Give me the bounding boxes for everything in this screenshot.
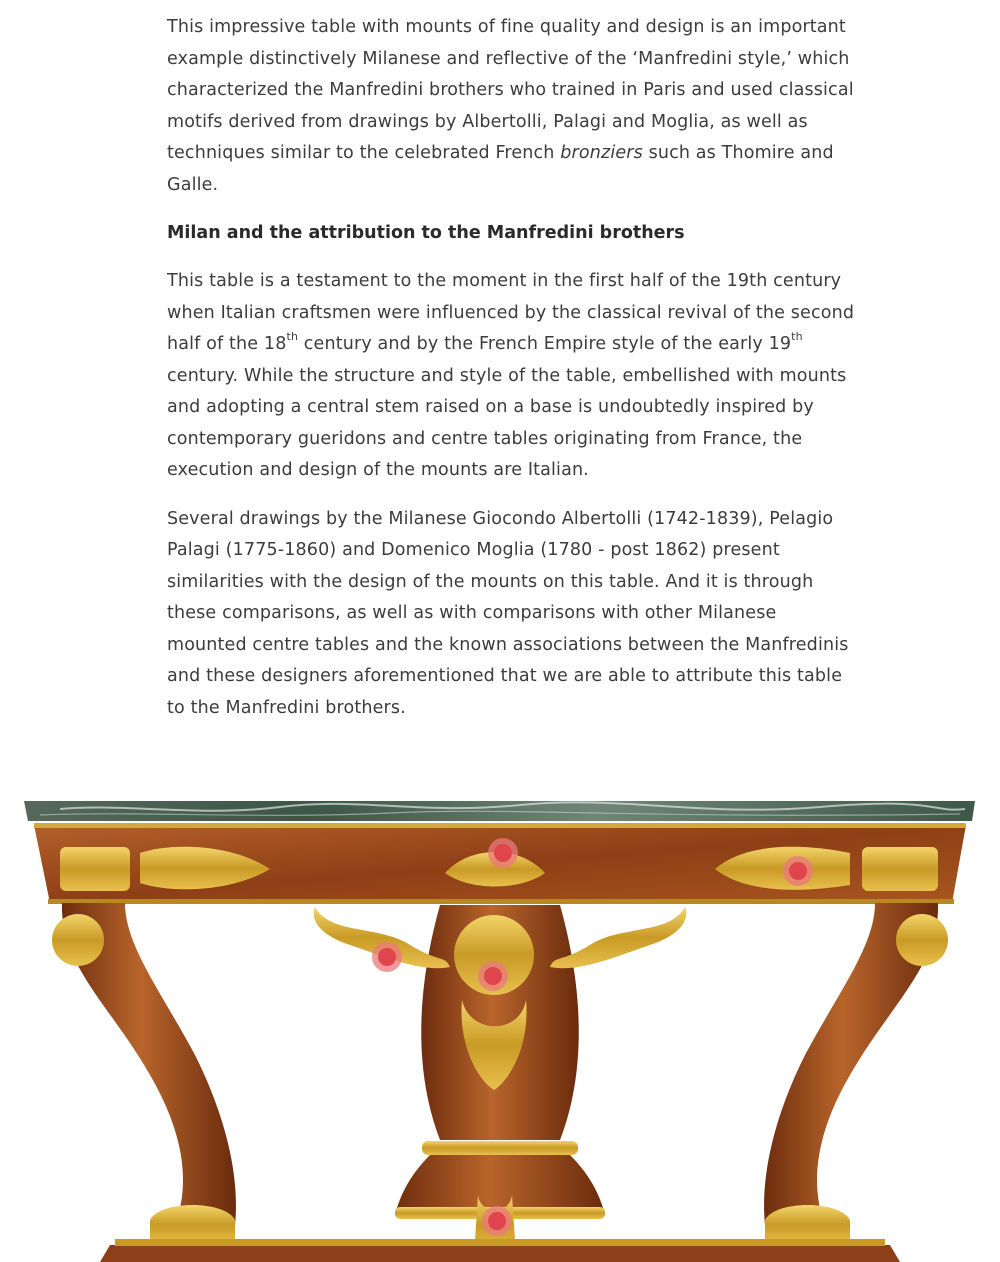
hotspot-frieze-right[interactable] <box>783 856 813 886</box>
intro-text-end: such as Thomire and Galle. <box>167 143 834 195</box>
intro-text: This impressive table with mounts of fine quality and design is an important example distinctively Milanese and reflective of the ‘Manfredini style,’ which characterized the Manfredini brothers who trained in Paris and used classical motifs derived from drawings by Albertolli, Palagi and Moglia, as well as techniques similar to the celebrated French <box>167 17 854 163</box>
article-body <box>167 12 857 724</box>
hotspot-lion-mask[interactable] <box>478 961 508 991</box>
hotspot-left-scroll[interactable] <box>372 942 402 972</box>
base-platform <box>100 1245 900 1262</box>
testament-paragraph <box>167 266 857 487</box>
testament-text-1: This table is a testament to the moment in the first half of the 19th century when Italian craftsmen were influenced by the classical revival of the second half of the 18 <box>167 271 855 354</box>
hotspot-frieze-center[interactable] <box>488 838 518 868</box>
ordinal-suffix: th <box>791 330 803 344</box>
testament-text-2: century and by the French Empire style of the early 19 <box>298 334 792 354</box>
drawings-paragraph: Several drawings by the Milanese Giocondo Albertolli (1742-1839), Pelagio Palagi (1775-1860) and Domenico Moglia (1780 - post 1862) present similarities with the design of the mounts on this table. And it is through these comparisons, as well as with comparisons with other Milanese mounted centre tables and the known associations between the Manfredinis and these designers aforementioned that we are able to attribute this table to the Manfredini brothers. <box>167 508 849 718</box>
table-image <box>0 795 1000 1262</box>
hotspot-base[interactable] <box>482 1206 512 1236</box>
section-heading: Milan and the attribution to the Manfredini brothers <box>167 223 685 243</box>
intro-paragraph <box>167 12 857 201</box>
intro-italic-term: bronziers <box>560 143 643 163</box>
testament-text-3: century. While the structure and style of the table, embellished with mounts and adopting a central stem raised on a base is undoubtedly inspired by contemporary gueridons and centre tables originating from France, the execution and design of the mounts are Italian. <box>167 365 847 480</box>
ordinal-suffix: th <box>286 330 299 344</box>
